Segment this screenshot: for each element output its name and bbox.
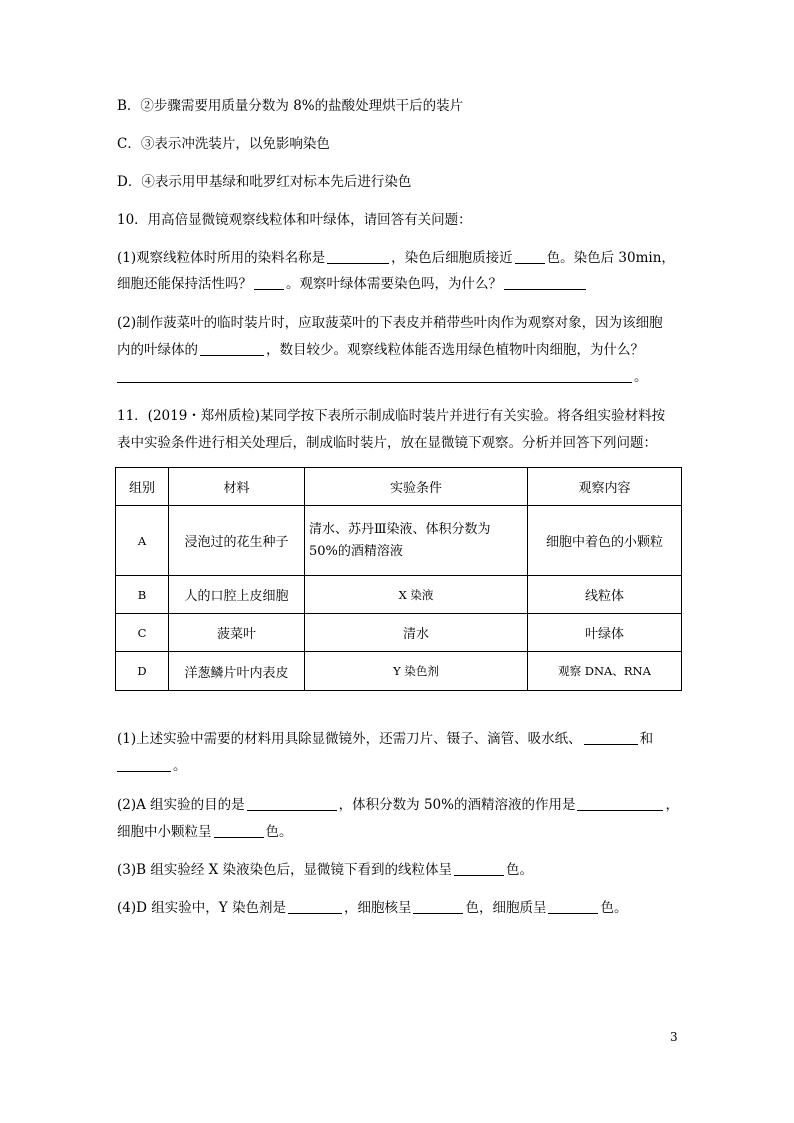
q11-s2-text-a: (2)A 组实验的目的是: [117, 797, 245, 813]
material-cell: 浸泡过的花生种子: [169, 506, 305, 576]
q11-stem-line2: 表中实验条件进行相关处理后，制成临时装片，放在显微镜下观察。分析并回答下列问题：: [117, 435, 657, 451]
group-cell: A: [116, 506, 169, 576]
answer-blank[interactable]: [454, 861, 504, 876]
q10-p1-text-c: 色。染色后 30min，: [546, 250, 675, 266]
q10-part2-line1: (2)制作菠菜叶的临时装片时，应取菠菜叶的下表皮并稍带些叶肉作为观察对象，因为该细胞: [117, 315, 663, 331]
q11-s3-text-a: (3)B 组实验经 X 染液染色后，显微镜下看到的线粒体呈: [117, 862, 453, 878]
header-cell: 实验条件: [305, 468, 528, 506]
q10-part1-line2: [117, 274, 588, 294]
observation-cell: 叶绿体: [528, 614, 682, 652]
q11-s2-text-c: ，: [665, 797, 679, 813]
q10-p1-text-b: ，染色后细胞质接近: [391, 250, 513, 266]
condition-cell: 清水、苏丹Ⅲ染液、体积分数为 50%的酒精溶液: [305, 506, 528, 576]
q11-s2-text-b: ，体积分数为 50%的酒精溶液的作用是: [338, 797, 576, 813]
table-header-row: [116, 468, 682, 506]
q10-p1-text-a: (1)观察线粒体时所用的染料名称是: [117, 250, 326, 266]
material-cell: 人的口腔上皮细胞: [169, 576, 305, 614]
q11-sub1-line1: [117, 729, 653, 749]
observation-cell: 细胞中着色的小颗粒: [528, 506, 682, 576]
answer-blank[interactable]: [117, 368, 632, 383]
answer-blank[interactable]: [584, 730, 638, 745]
table-row: [116, 506, 682, 576]
q11-sub2-line1: [117, 795, 679, 815]
q11-sub2-line2: [117, 822, 293, 842]
table-row: [116, 652, 682, 691]
q11-s3-text-b: 色。: [506, 862, 534, 878]
observation-cell: 观察 DNA、RNA: [528, 652, 682, 691]
answer-blank[interactable]: [413, 899, 463, 914]
group-cell: C: [116, 614, 169, 652]
answer-blank[interactable]: [504, 275, 586, 290]
answer-blank[interactable]: [548, 899, 598, 914]
q11-s1-text-a: (1)上述实验中需要的材料用具除显微镜外，还需刀片、镊子、滴管、吸水纸、: [117, 731, 582, 747]
q11-sub1-line2: [117, 756, 187, 776]
answer-blank[interactable]: [288, 899, 342, 914]
q10-part1-line1: [117, 248, 675, 268]
answer-blank[interactable]: [200, 341, 264, 356]
group-cell: B: [116, 576, 169, 614]
q10-p2-text-b: 内的叶绿体的: [117, 342, 198, 358]
q11-s4-text-c: 色，细胞质呈: [465, 900, 547, 916]
answer-blank[interactable]: [117, 757, 171, 772]
answer-blank[interactable]: [327, 249, 389, 264]
answer-blank[interactable]: [254, 275, 284, 290]
q11-stem-line1: 11．(2019・郑州质检)某同学按下表所示制成临时装片并进行有关实验。将各组实验材料按: [117, 408, 666, 424]
option-b: B．②步骤需要用质量分数为 8%的盐酸处理烘干后的装片: [117, 98, 464, 114]
q10-p1-text-e: 。观察叶绿体需要染色吗，为什么？: [286, 276, 502, 292]
q11-s4-text-d: 色。: [600, 900, 628, 916]
q10-p1-text-d: 细胞还能保持活性吗？: [117, 276, 252, 292]
material-cell: 菠菜叶: [169, 614, 305, 652]
q11-s1-end: 。: [173, 758, 187, 774]
table-row: [116, 614, 682, 652]
page-number: 3: [670, 1030, 678, 1044]
condition-cell: 清水: [305, 614, 528, 652]
answer-blank[interactable]: [577, 796, 663, 811]
q10-p2-text-c: ，数目较少。观察线粒体能否选用绿色植物叶肉细胞，为什么？: [266, 342, 644, 358]
table-row: [116, 576, 682, 614]
option-c: C．③表示冲洗装片，以免影响染色: [117, 136, 330, 152]
condition-cell: Y 染色剂: [305, 652, 528, 691]
q11-sub4: [117, 898, 627, 918]
q10-part2-line3: [117, 367, 648, 387]
q10-p2-end: 。: [634, 369, 648, 385]
header-cell: 观察内容: [528, 468, 682, 506]
group-cell: D: [116, 652, 169, 691]
condition-cell: X 染液: [305, 576, 528, 614]
answer-blank[interactable]: [247, 796, 337, 811]
q11-s4-text-b: ，细胞核呈: [343, 900, 412, 916]
answer-blank[interactable]: [515, 249, 545, 264]
experiment-table: [115, 467, 682, 691]
header-cell: 组别: [116, 468, 169, 506]
answer-blank[interactable]: [214, 823, 264, 838]
q11-s4-text-a: (4)D 组实验中，Y 染色剂是: [117, 900, 286, 916]
q11-sub3: [117, 860, 533, 880]
q10-stem: 10．用高倍显微镜观察线粒体和叶绿体，请回答有关问题：: [117, 212, 472, 228]
header-cell: 材料: [169, 468, 305, 506]
q11-s2-text-e: 色。: [265, 824, 293, 840]
observation-cell: 线粒体: [528, 576, 682, 614]
q10-part2-line2: [117, 340, 644, 360]
option-d: D．④表示用甲基绿和吡罗红对标本先后进行染色: [117, 174, 412, 190]
q11-s1-text-b: 和: [639, 731, 654, 747]
q11-s2-text-d: 细胞中小颗粒呈: [117, 824, 212, 840]
material-cell: 洋葱鳞片叶内表皮: [169, 652, 305, 691]
